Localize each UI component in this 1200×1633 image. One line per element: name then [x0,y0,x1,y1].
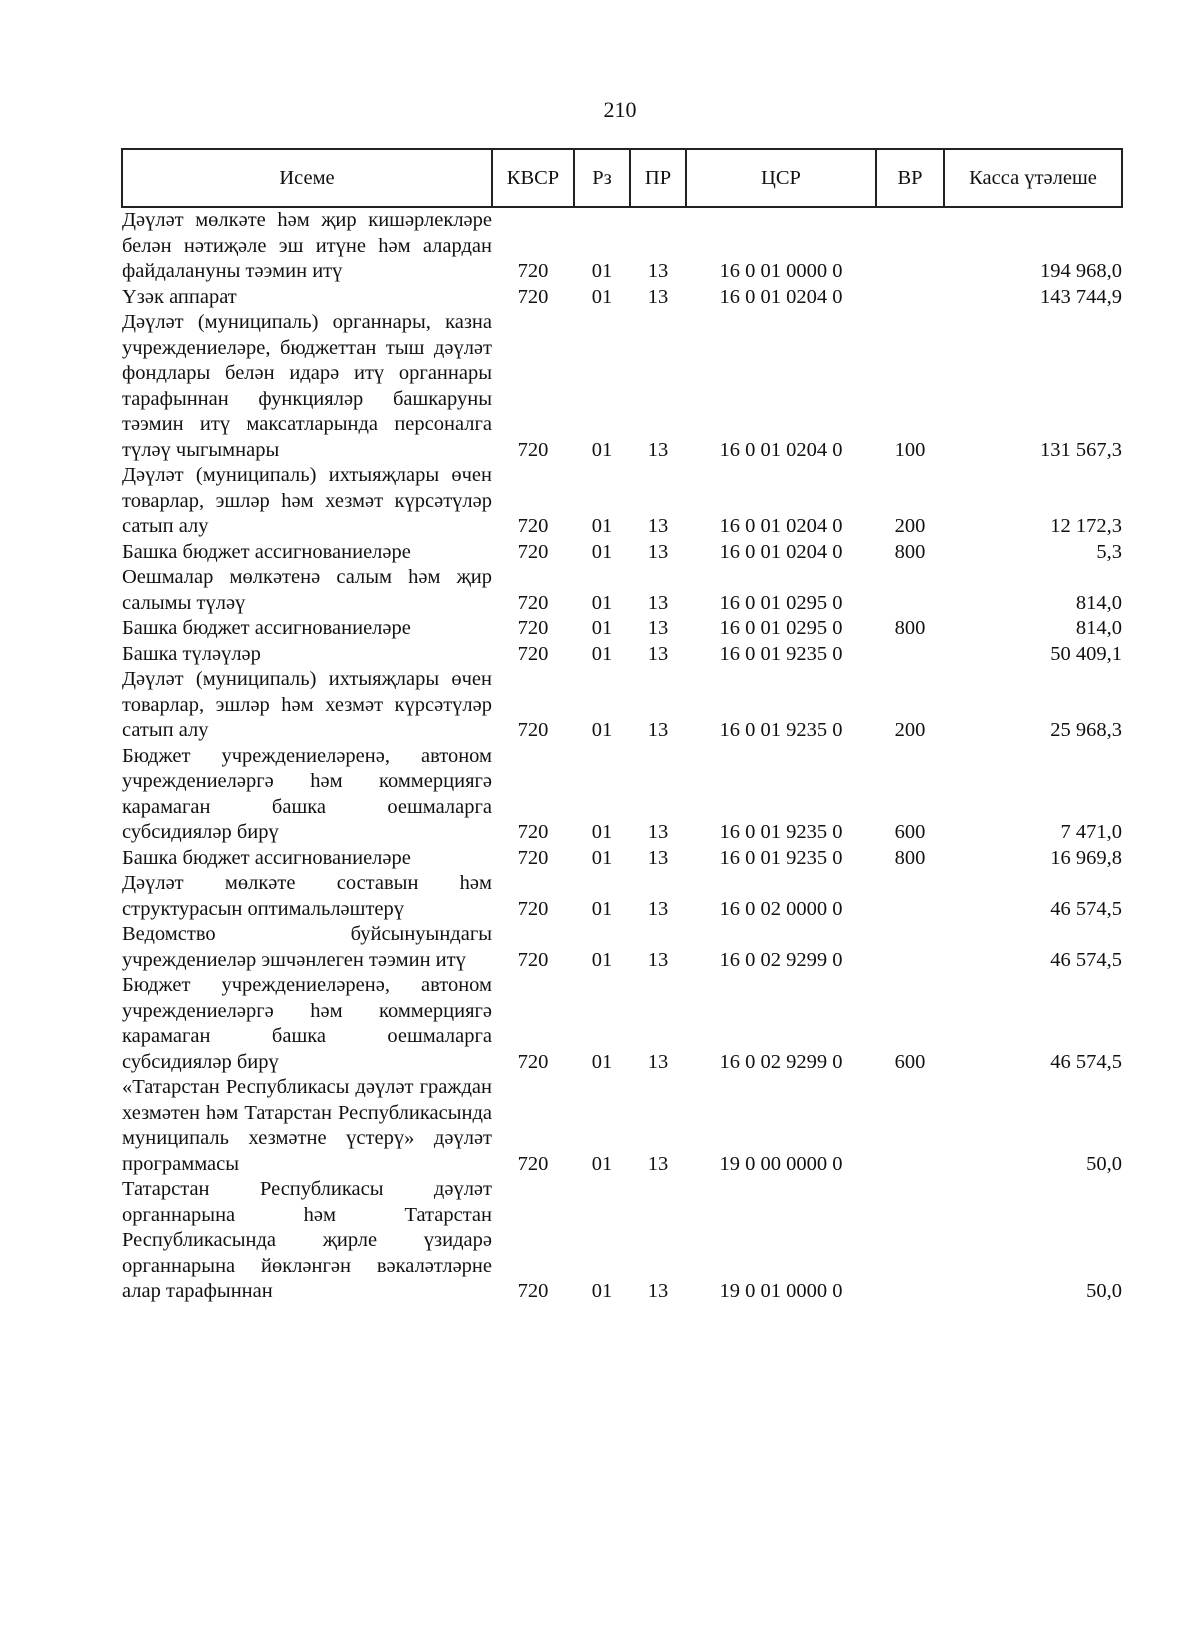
row-name: Татарстан Республикасы дәүләт органнарына һәм Татарстан Республикасында җирле үзидарә органнарына йөкләнгән вәкаләтләрне алар тарафыннан [122,1178,492,1302]
row-rz: 01 [591,821,613,843]
table-row [122,285,1122,311]
row-csr: 16 0 02 9299 0 [719,948,843,971]
row-kvsr: 720 [517,540,549,563]
row-name: Дәүләт (муниципаль) ихтыяҗлары өчен товарлар, эшләр һәм хезмәт күрсәтүләр сатып алу [122,668,492,741]
row-amount: 50,0 [1086,1152,1122,1175]
row-csr: 16 0 01 9235 0 [719,821,843,843]
page-number: 210 [603,97,637,122]
table-header [122,149,1122,207]
row-pr: 13 [647,642,669,665]
row-kvsr: 720 [517,948,549,971]
row-kvsr: 720 [517,642,549,665]
row-amount: 25 968,3 [1050,719,1122,741]
row-name: Дәүләт (муниципаль) ихтыяҗлары өчен товарлар, эшләр һәм хезмәт күрсәтүләр сатып алу [122,464,492,537]
row-kvsr: 720 [517,846,549,869]
row-pr: 13 [647,948,669,971]
row-kvsr: 720 [517,438,549,461]
row-name: Дәүләт (муниципаль) органнары, казна учреждениеләре, бюджеттан тыш дәүләт фондлары белән идарә итү органнары тарафыннан функцияләр башкаруны тәэмин итү максатларында персоналга түләү чыгымнары [122,311,492,461]
row-pr: 13 [647,438,669,461]
row-csr: 16 0 01 0295 0 [719,617,843,639]
row-vr [876,1075,944,1177]
row-name: Башка бюджет ассигнованиеләре [122,540,411,563]
row-vr: 200 [894,719,926,741]
row-rz: 01 [591,285,613,308]
row-vr [876,285,944,311]
row-vr [876,922,944,973]
table-row [122,540,1122,566]
row-kvsr: 720 [517,897,549,920]
row-kvsr: 720 [517,1152,549,1175]
table-row [122,1075,1122,1177]
row-amount: 50 409,1 [1050,642,1122,665]
row-kvsr: 720 [517,591,549,614]
row-kvsr: 720 [517,719,549,741]
row-amount: 5,3 [1096,540,1122,563]
row-kvsr: 720 [517,617,549,639]
row-vr: 800 [894,846,926,869]
table-row [122,207,1122,285]
row-pr: 13 [647,1050,669,1073]
row-vr: 600 [894,821,926,843]
header-row [122,149,1122,207]
row-rz: 01 [591,260,613,282]
row-vr: 800 [894,617,926,639]
row-csr: 16 0 02 0000 0 [719,897,843,920]
row-rz: 01 [591,1280,613,1302]
row-name: Бюджет учреждениеләренә, автоном учреждениеләргә һәм коммерциягә карамаган башка оешмаларга субсидияләр бирү [122,974,492,1073]
row-csr: 19 0 00 0000 0 [719,1152,843,1175]
header-amount: Касса үтәлеше [944,149,1122,207]
row-amount: 814,0 [1075,617,1122,639]
table-row [122,744,1122,846]
row-name: Бюджет учреждениеләренә, автоном учреждениеләргә һәм коммерциягә карамаган башка оешмаларга субсидияләр бирү [122,744,492,843]
row-name: Башка бюджет ассигнованиеләре [122,846,411,869]
table-row [122,463,1122,540]
row-name: «Татарстан Республикасы дәүләт граждан хезмәтен һәм Татарстан Республикасында муниципаль хезмәтне үстерү» дәүләт программасы [122,1076,492,1175]
table-row [122,616,1122,642]
row-kvsr: 720 [517,821,549,843]
row-vr [876,871,944,922]
table-row [122,642,1122,668]
row-pr: 13 [647,821,669,843]
row-kvsr: 720 [517,260,549,282]
row-csr: 16 0 01 9235 0 [719,846,843,869]
row-pr: 13 [647,515,669,537]
row-amount: 131 567,3 [1040,438,1122,461]
row-pr: 13 [647,897,669,920]
row-name: Дәүләт мөлкәте составын һәм структурасын оптимальләштерү [122,872,492,920]
row-amount: 7 471,0 [1060,821,1122,843]
row-name: Үзәк аппарат [122,285,237,308]
row-pr: 13 [647,285,669,308]
row-pr: 13 [647,591,669,614]
table-row [122,871,1122,922]
row-pr: 13 [647,260,669,282]
header-csr: ЦСР [686,149,876,207]
row-rz: 01 [591,540,613,563]
row-rz: 01 [591,591,613,614]
header-pr: ПР [630,149,686,207]
row-csr: 16 0 01 0204 0 [719,285,843,308]
table-row [122,973,1122,1075]
row-vr: 200 [894,515,926,537]
budget-execution-table [121,148,1123,1305]
row-csr: 16 0 01 9235 0 [719,642,843,665]
row-amount: 46 574,5 [1050,897,1122,920]
row-name: Ведомство буйсынуындагы учреждениеләр эшчәнлеген тәэмин итү [122,923,492,971]
row-amount: 194 968,0 [1040,260,1122,282]
row-kvsr: 720 [517,285,549,308]
row-amount: 16 969,8 [1050,846,1122,869]
row-csr: 16 0 01 0295 0 [719,591,843,614]
row-rz: 01 [591,1152,613,1175]
row-vr: 800 [894,540,926,563]
row-pr: 13 [647,1280,669,1302]
row-kvsr: 720 [517,515,549,537]
row-rz: 01 [591,719,613,741]
row-name: Башка бюджет ассигнованиеләре [122,617,411,639]
row-rz: 01 [591,948,613,971]
row-rz: 01 [591,438,613,461]
row-kvsr: 720 [517,1280,549,1302]
row-rz: 01 [591,617,613,639]
table-row [122,1177,1122,1305]
table-row [122,667,1122,744]
row-csr: 19 0 01 0000 0 [719,1280,843,1302]
row-amount: 143 744,9 [1040,285,1122,308]
row-amount: 50,0 [1086,1280,1122,1302]
row-csr: 16 0 01 0000 0 [719,260,843,282]
row-amount: 46 574,5 [1050,948,1122,971]
row-csr: 16 0 02 9299 0 [719,1050,843,1073]
header-vr: ВР [876,149,944,207]
row-name: Оешмалар мөлкәтенә салым һәм җир салымы түләү [122,566,492,614]
row-csr: 16 0 01 0204 0 [719,540,843,563]
row-pr: 13 [647,846,669,869]
row-csr: 16 0 01 0204 0 [719,438,843,461]
row-kvsr: 720 [517,1050,549,1073]
row-amount: 12 172,3 [1050,515,1122,537]
header-name: Исеме [122,149,492,207]
table-row [122,565,1122,616]
row-pr: 13 [647,719,669,741]
header-rz: Рз [574,149,630,207]
row-amount: 46 574,5 [1050,1050,1122,1073]
row-csr: 16 0 01 9235 0 [719,719,843,741]
row-vr [876,565,944,616]
table-row [122,310,1122,463]
row-rz: 01 [591,846,613,869]
row-vr [876,207,944,285]
row-name: Дәүләт мөлкәте һәм җир кишәрлекләре белән нәтиҗәле эш итүне һәм алардан файдалануны тәэмин итү [122,209,492,282]
table-body [122,207,1122,1305]
row-pr: 13 [647,540,669,563]
row-pr: 13 [647,617,669,639]
table-row [122,846,1122,872]
row-vr [876,642,944,668]
row-rz: 01 [591,515,613,537]
header-kvsr: КВСР [492,149,574,207]
row-rz: 01 [591,897,613,920]
row-rz: 01 [591,642,613,665]
row-vr: 100 [894,438,926,461]
table-row [122,922,1122,973]
row-rz: 01 [591,1050,613,1073]
row-amount: 814,0 [1075,591,1122,614]
row-vr [876,1177,944,1305]
row-vr: 600 [894,1050,926,1073]
row-name: Башка түләүләр [122,642,261,665]
row-csr: 16 0 01 0204 0 [719,515,843,537]
row-pr: 13 [647,1152,669,1175]
